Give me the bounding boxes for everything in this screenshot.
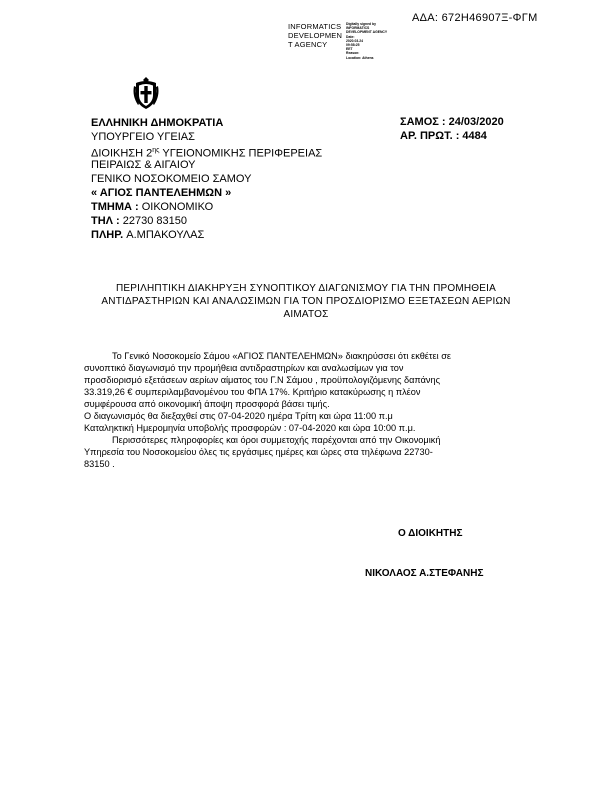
header-hospital: ΓΕΝΙΚΟ ΝΟΣΟΚΟΜΕΙΟ ΣΑΜΟΥ bbox=[91, 173, 252, 185]
body-line: 33.319,26 € συμπεριλαμβανομένου του ΦΠΑ 17%. Κριτήριο κατακύρωσης η πλέον bbox=[84, 387, 421, 397]
body-line: συνοπτικό διαγωνισμό την προμήθεια αντιδραστηρίων και αναλωσίμων για τον bbox=[84, 363, 404, 373]
phone-value: 22730 83150 bbox=[122, 215, 188, 227]
header-country: ΕΛΛΗΝΙΚΗ ΔΗΜΟΚΡΑΤΙΑ bbox=[91, 117, 224, 129]
contact-label: ΠΛΗΡ. bbox=[91, 229, 127, 241]
stamp-line: Date: bbox=[346, 34, 355, 39]
header-administration-sup: ης bbox=[152, 147, 160, 154]
digital-signature-stamp-details bbox=[346, 22, 387, 60]
contact-value: Α.ΜΠΑΚΟΥΛΑΣ bbox=[126, 229, 205, 241]
stamp-line: 2020.03.24 bbox=[346, 38, 363, 43]
document-date: ΣΑΜΟΣ : 24/03/2020 bbox=[400, 116, 504, 128]
stamp-line: Digitally signed by bbox=[346, 22, 376, 26]
title-line: ΠΕΡΙΛΗΠΤΙΚΗ ΔΙΑΚΗΡΥΞΗ ΣΥΝΟΠΤΙΚΟΥ ΔΙΑΓΩΝΙΣΜΟΥ ΓΙΑ ΤΗΝ ΠΡΟΜΗΘΕΙΑ bbox=[115, 283, 497, 294]
ada-code: ΑΔΑ: 672Η46907Ξ-ΦΓΜ bbox=[412, 12, 538, 24]
body-line: 83150 . bbox=[84, 459, 115, 469]
header-region: ΠΕΙΡΑΙΩΣ & ΑΙΓΑΙΟΥ bbox=[91, 159, 196, 171]
signatory-role: Ο ΔΙΟΙΚΗΤΗΣ bbox=[398, 528, 463, 539]
header-administration-post: ΥΓΕΙΟΝΟΜΙΚΗΣ ΠΕΡΙΦΕΡΕΙΑΣ bbox=[159, 147, 323, 160]
stamp-line: INFORMATICS bbox=[346, 26, 370, 31]
document-body bbox=[84, 350, 516, 470]
body-line: Ο διαγωνισμός θα διεξαχθεί στις 07-04-2020 ημέρα Τρίτη και ώρα 11:00 π.μ bbox=[84, 411, 393, 421]
stamp-line: T AGENCY bbox=[288, 40, 328, 49]
document-title bbox=[60, 282, 552, 321]
header-department bbox=[91, 200, 213, 214]
stamp-line: EET bbox=[346, 47, 353, 52]
body-line: Περισσότερες πληροφορίες και όροι συμμετοχής παρέχονται από την Οικονομική bbox=[112, 435, 441, 445]
stamp-line: INFORMATICS bbox=[288, 22, 342, 31]
body-line: Το Γενικό Νοσοκομείο Σάμου «ΑΓΙΟΣ ΠΑΝΤΕΛΕΗΜΩΝ» διακηρύσσει ότι εκθέτει σε bbox=[112, 351, 451, 361]
header-contact bbox=[91, 228, 204, 242]
body-line: συμφέρουσα από οικονομική άποψη προσφορά βάσει τιμής. bbox=[84, 399, 330, 409]
title-line: ΑΝΤΙΔΡΑΣΤΗΡΙΩΝ ΚΑΙ ΑΝΑΛΩΣΙΜΩΝ ΓΙΑ ΤΟΝ ΠΡΟΣΔΙΟΡΙΣΜΟ ΕΞΕΤΑΣΕΩΝ ΑΕΡΙΩΝ bbox=[101, 296, 511, 307]
greek-coat-of-arms-icon bbox=[132, 76, 160, 110]
header-phone bbox=[91, 214, 187, 228]
header-administration-pre: ΔΙΟΙΚΗΣΗ 2 bbox=[91, 147, 153, 160]
title-line: ΑΙΜΑΤΟΣ bbox=[283, 309, 329, 320]
protocol-number: ΑΡ. ΠΡΩΤ. : 4484 bbox=[400, 130, 487, 142]
signatory-name: ΝΙΚΟΛΑΟΣ Α.ΣΤΕΦΑΝΗΣ bbox=[365, 568, 484, 579]
department-value: ΟΙΚΟΝΟΜΙΚΟ bbox=[141, 201, 214, 213]
digital-signature-stamp-label bbox=[288, 22, 342, 49]
body-line: Καταληκτική Ημερομηνία υποβολής προσφορών : 07-04-2020 και ώρα 10:00 π.μ. bbox=[84, 423, 416, 433]
stamp-line: DEVELOPMENT AGENCY bbox=[346, 30, 388, 35]
phone-label: ΤΗΛ : bbox=[91, 215, 123, 227]
stamp-line: Reason: bbox=[346, 51, 360, 56]
header-hospital-name: « ΑΓΙΟΣ ΠΑΝΤΕΛΕΗΜΩΝ » bbox=[91, 187, 232, 199]
stamp-line: DEVELOPMEN bbox=[288, 31, 343, 40]
stamp-line: Location: Athens bbox=[346, 55, 374, 60]
stamp-line: 09:58:25 bbox=[346, 43, 360, 48]
body-line: προσδιορισμό εξετάσεων αερίων αίματος του Γ.Ν Σάμου , προϋπολογιζόμενης δαπάνης bbox=[84, 375, 441, 385]
body-line: Υπηρεσία του Νοσοκομείου όλες τις εργάσιμες ημέρες και ώρες στα τηλέφωνα 22730- bbox=[84, 447, 433, 457]
department-label: ΤΜΗΜΑ : bbox=[91, 201, 142, 213]
header-ministry: ΥΠΟΥΡΓΕΙΟ ΥΓΕΙΑΣ bbox=[91, 131, 195, 143]
